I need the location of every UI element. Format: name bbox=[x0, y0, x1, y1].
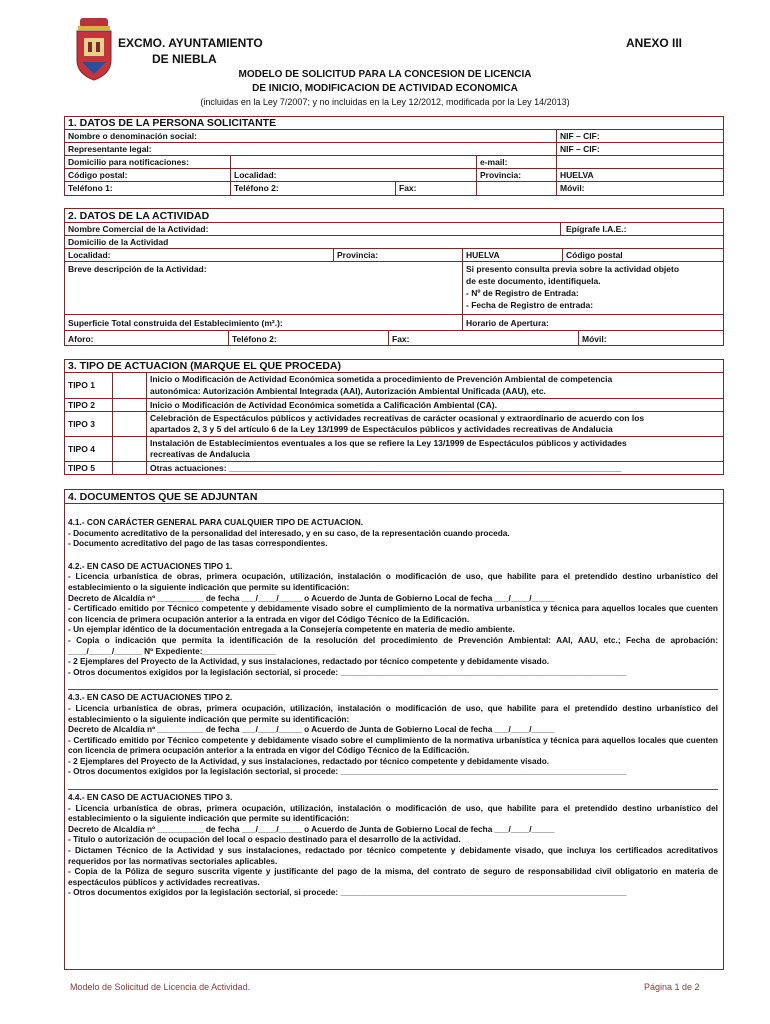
s4-item: - Un ejemplar idéntico de la documentación entregada a la Consejería competente en materia de medio ambiente. bbox=[68, 624, 515, 635]
s1-cp-label: Código postal: bbox=[68, 170, 128, 180]
s2-consulta-4: - Fecha de Registro de entrada: bbox=[466, 300, 594, 310]
org-name: EXCMO. AYUNTAMIENTO bbox=[118, 36, 263, 50]
s2-superficie-label: Superficie Total construida del Establecimiento (m².): bbox=[68, 318, 283, 328]
s4-item: - Copia o indicación que permita la identificación de la resolución del procedimiento de Prevención Ambiental: AAI, AAU, etc.; Fecha de aprobación: ____/_____/______ Nº Expediente:________________ bbox=[68, 634, 718, 656]
annex-label: ANEXO III bbox=[626, 36, 683, 50]
s4-item: - Licencia urbanística de obras, primera ocupación, utilización, instalación o modificación de uso, que habilite para el pretendido destino urbanístico del establecimiento o la siguiente indicación que permite su identificación: bbox=[68, 802, 718, 824]
s1-domicilio-label: Domicilio para notificaciones: bbox=[68, 157, 189, 167]
s1-localidad-label: Localidad: bbox=[234, 170, 277, 180]
s1-tel2-label: Teléfono 2: bbox=[234, 183, 279, 193]
s4-item: - Titulo o autorización de ocupación del local o espacio destinado para el desarrollo de la actividad. bbox=[68, 834, 461, 845]
s4-item: - Certificado emitido por Técnico competente y debidamente visado sobre el cumplimiento de la normativa urbanística y técnica para aquellos locales que cuenten con licencia de primera ocupación anterior a la entrada en vigor del Código Técnico de la Edificación. bbox=[68, 734, 718, 756]
s1-nif1-label: NIF – CIF: bbox=[560, 131, 600, 141]
s1-tel1-label: Teléfono 1: bbox=[68, 183, 113, 193]
s4-item: - 2 Ejemplares del Proyecto de la Actividad, y sus instalaciones, redactado por técnico competente y debidamente visado. bbox=[68, 755, 550, 766]
tipo4-desc-1: Instalación de Establecimientos eventuales a los que se refiere la Ley 13/1999 de Espectáculos públicos y actividades bbox=[150, 438, 627, 448]
s4-item: - Copia de la Póliza de seguro suscrita vigente y justificante del pago de la misma, del contrato de seguro de responsabilidad civil obligatorio en materia de espectáculos públicos y actividades recreativas. bbox=[68, 866, 718, 887]
s2-domicilio-label: Domicilio de la Actividad bbox=[68, 237, 169, 247]
s4-item: - Otros documentos exigidos por la legislación sectorial, si procede: ______________________________________________________________ bbox=[68, 887, 627, 898]
tipo4-desc-2: recreativas de Andalucia bbox=[150, 449, 250, 459]
tipo1-label: TIPO 1 bbox=[68, 380, 95, 390]
form-subtitle: (incluidas en la Ley 7/2007; y no incluidas en la Ley 12/2012, modificada por la Ley 14/2013) bbox=[200, 97, 570, 107]
s2-consulta-2: de este documento, identifiquela. bbox=[466, 276, 601, 286]
s2-provincia-value: HUELVA bbox=[466, 250, 500, 260]
section-4-heading: 4. DOCUMENTOS QUE SE ADJUNTAN bbox=[68, 491, 258, 503]
s4-item: - Documento acreditativo de la personalidad del interesado, y en su caso, de la representación cuando proceda. bbox=[68, 527, 510, 538]
s2-consulta-1: Si presento consulta previa sobre la actividad objeto bbox=[466, 264, 680, 274]
s4-item: - Licencia urbanística de obras, primera ocupación, utilización, instalación o modificación de uso, que habilite para el pretendido destino urbanístico del establecimiento o la siguiente indicación que permite su identificación: bbox=[68, 702, 718, 724]
form-title-2: DE INICIO, MODIFICACION DE ACTIVIDAD ECONOMICA bbox=[252, 83, 518, 94]
tipo3-desc-2: apartados 2, 3 y 5 del artículo 6 de la Ley 13/1999 de Espectáculos públicos y actividades recreativas de Andalucia bbox=[150, 424, 613, 434]
s1-provincia-value: HUELVA bbox=[560, 170, 594, 180]
tipo5-label: TIPO 5 bbox=[68, 463, 95, 473]
s1-nombre-label: Nombre o denominación social: bbox=[68, 131, 197, 141]
s4-item: Decreto de Alcaldía nº __________ de fecha ___/____/_____ o Acuerdo de Junta de Gobierno Local de fecha ___/____/_____ bbox=[68, 724, 555, 735]
tipo2-desc-1: Inicio o Modificación de Actividad Económica sometida a Calificación Ambiental (CA). bbox=[150, 400, 497, 410]
s2-horario-label: Horario de Apertura: bbox=[466, 318, 549, 328]
section-1-heading: 1. DATOS DE LA PERSONA SOLICITANTE bbox=[68, 117, 277, 129]
s4-subheading-41: 4.1.- CON CARÁCTER GENERAL PARA CUALQUIER TIPO DE ACTUACION. bbox=[68, 517, 364, 527]
tipo1-desc-2: autonómica: Autorización Ambiental Integrada (AAI), Autorización Ambiental Unificada (AAU), etc. bbox=[150, 386, 546, 396]
s2-movil-label: Móvil: bbox=[582, 334, 607, 344]
tipo3-desc-1: Celebración de Espectáculos públicos y actividades recreativas de carácter ocasional y extraordinario de acuerdo con los bbox=[150, 413, 645, 423]
s2-consulta-3: - Nº de Registro de Entrada: bbox=[466, 288, 579, 298]
s2-localidad-label: Localidad: bbox=[68, 250, 111, 260]
org-town: DE NIEBLA bbox=[152, 52, 217, 66]
form-title-1: MODELO DE SOLICITUD PARA LA CONCESION DE LICENCIA bbox=[238, 69, 532, 80]
s4-item: - Otros documentos exigidos por la legislación sectorial, si procede: ______________________________________________________________ bbox=[68, 666, 627, 677]
tipo1-desc-1: Inicio o Modificación de Actividad Económica sometida a procedimiento de Prevención Ambiental de competencia bbox=[150, 374, 613, 384]
s4-item: - Otros documentos exigidos por la legislación sectorial, si procede: ______________________________________________________________ bbox=[68, 766, 627, 777]
s1-repr-label: Representante legal: bbox=[68, 144, 152, 154]
tipo2-label: TIPO 2 bbox=[68, 400, 95, 410]
tipo5-desc-1: Otras actuaciones: ___________________________________________________________________________________ bbox=[150, 463, 622, 473]
s4-item: Decreto de Alcaldía nº __________ de fecha ___/____/_____ o Acuerdo de Junta de Gobierno Local de fecha ___/____/_____ bbox=[68, 592, 555, 603]
s2-provincia-label: Provincia: bbox=[337, 250, 379, 260]
s4-item: Decreto de Alcaldía nº __________ de fecha ___/____/_____ o Acuerdo de Junta de Gobierno Local de fecha ___/____/_____ bbox=[68, 823, 555, 834]
s2-nombre-label: Nombre Comercial de la Actividad: bbox=[68, 224, 209, 234]
s4-item: - Certificado emitido por Técnico competente y debidamente visado sobre el cumplimiento de la normativa urbanística y técnica para aquellos locales que cuenten con licencia de primera ocupación anterior a la entrada en vigor del Código Técnico de la Edificación. bbox=[68, 603, 718, 624]
s1-nif2-label: NIF – CIF: bbox=[560, 144, 600, 154]
s4-item: - Dictamen Técnico de la Actividad y sus instalaciones, redactado por técnico competente y debidamente visado, que incluya los certificados acreditativos requeridos por las normativas sectoriales aplicables. bbox=[68, 845, 718, 866]
s2-epigrafe-label: Epígrafe I.A.E.: bbox=[566, 224, 627, 234]
s4-subheading-43: 4.3.- EN CASO DE ACTUACIONES TIPO 2. bbox=[68, 692, 233, 703]
s2-fax-label: Fax: bbox=[392, 334, 410, 344]
s1-provincia-label: Provincia: bbox=[480, 170, 522, 180]
s1-email-label: e-mail: bbox=[480, 157, 508, 167]
section-2-heading: 2. DATOS DE LA ACTIVIDAD bbox=[68, 210, 210, 222]
section-4-content bbox=[68, 517, 718, 898]
s4-item: - 2 Ejemplares del Proyecto de la Actividad, y sus instalaciones, redactado por técnico competente y debidamente visado. bbox=[68, 656, 550, 667]
tipo3-label: TIPO 3 bbox=[68, 419, 95, 429]
tipo4-label: TIPO 4 bbox=[68, 444, 95, 454]
section-3-heading: 3. TIPO DE ACTUACION (MARQUE EL QUE PROCEDA) bbox=[68, 360, 342, 372]
s4-subheading-42: 4.2.- EN CASO DE ACTUACIONES TIPO 1. bbox=[68, 560, 233, 571]
s1-fax-label: Fax: bbox=[399, 183, 417, 193]
s4-item: - Licencia urbanística de obras, primera ocupación, utilización, instalación o modificación de uso, que habilite para el pretendido destino urbanístico del establecimiento o la siguiente indicación que permite su identificación: bbox=[68, 571, 718, 592]
footer-title: Modelo de Solicitud de Licencia de Actividad. bbox=[70, 982, 251, 992]
s4-item: - Documento acreditativo del pago de las tasas correspondientes. bbox=[68, 538, 328, 549]
s2-tel-label: Teléfono 2: bbox=[232, 334, 277, 344]
s2-aforo-label: Aforo: bbox=[68, 334, 94, 344]
s2-breve-label: Breve descripción de la Actividad: bbox=[68, 264, 207, 274]
s1-movil-label: Móvil: bbox=[560, 183, 585, 193]
s2-cp-label: Código postal bbox=[566, 250, 623, 260]
s4-subheading-44: 4.4.- EN CASO DE ACTUACIONES TIPO 3. bbox=[68, 792, 233, 803]
page-number: Página 1 de 2 bbox=[644, 982, 700, 992]
